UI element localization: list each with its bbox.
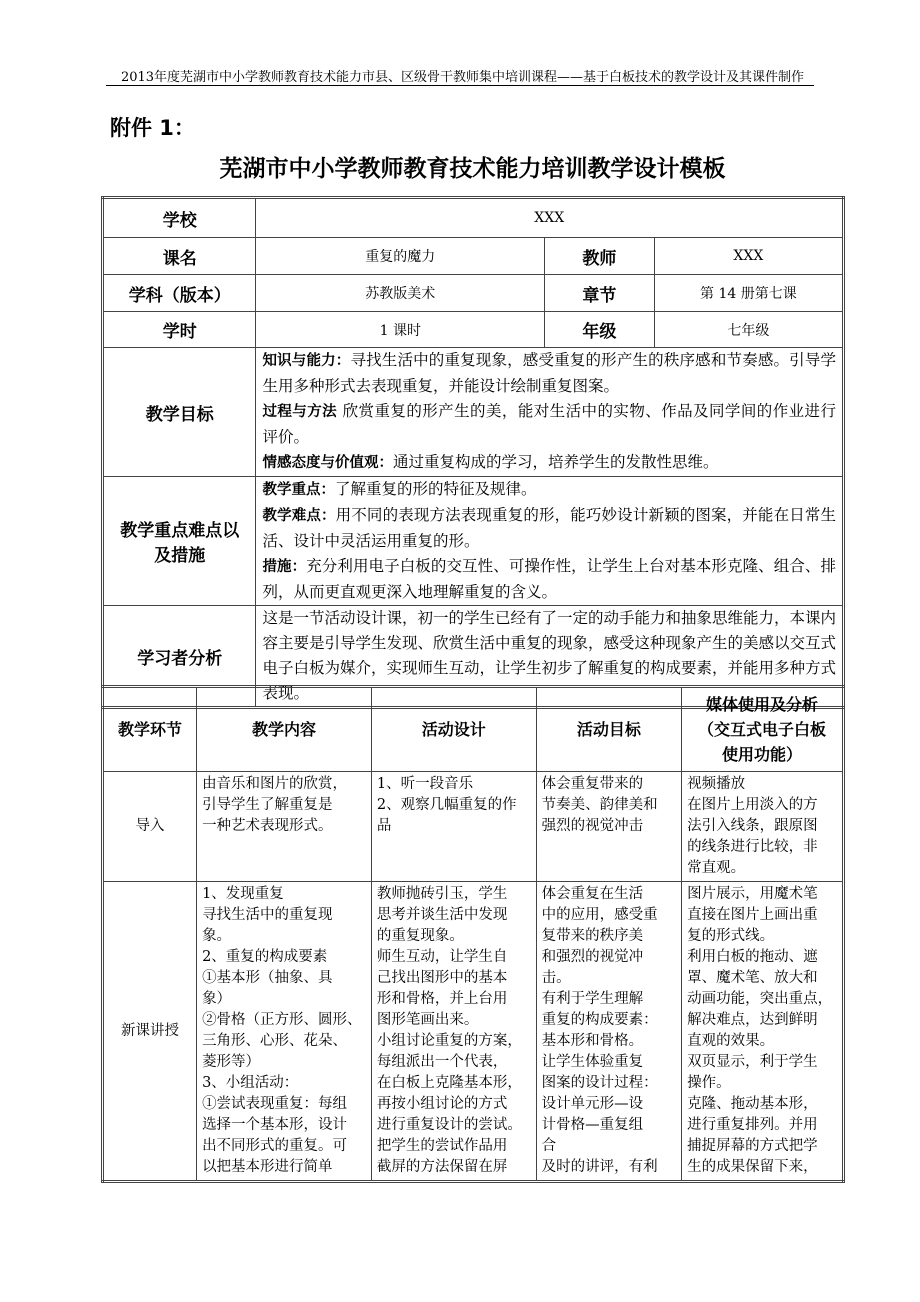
column-header: 活动目标 bbox=[536, 687, 681, 772]
cell-line: 常直观。 bbox=[687, 860, 746, 876]
cell-line: 体会重复带来的 bbox=[541, 776, 644, 792]
lesson-info-table bbox=[101, 196, 845, 709]
cell-line: ②骨格（正方形、圆形、 bbox=[202, 1012, 362, 1028]
cell-line: 操作。 bbox=[687, 1075, 731, 1091]
cell-line: 1、听一段音乐 bbox=[376, 776, 474, 792]
grade-value: 七年级 bbox=[654, 312, 843, 348]
learner-label: 学习者分析 bbox=[103, 606, 256, 708]
cell-line: 出不同形式的重复。可 bbox=[202, 1138, 348, 1154]
cell-line: 中的应用，感受重 bbox=[541, 907, 658, 923]
goal-item-label: 过程与方法 bbox=[262, 404, 343, 420]
cell-line: 节奏美、韵律美和 bbox=[541, 797, 658, 813]
teaching-process-table bbox=[101, 685, 845, 1183]
content-cell bbox=[682, 772, 844, 882]
content-cell bbox=[371, 772, 536, 882]
cell-line: 三角形、心形、花朵、 bbox=[202, 1033, 348, 1049]
cell-line: 品 bbox=[376, 818, 392, 834]
content-cell bbox=[682, 882, 844, 1182]
cell-line: ①基本形（抽象、具 bbox=[202, 970, 333, 986]
key-point-item bbox=[262, 554, 836, 605]
cell-line: 击。 bbox=[541, 970, 571, 986]
cell-line: 在图片上用淡入的方 bbox=[687, 797, 818, 813]
goal-item bbox=[262, 399, 836, 450]
hours-value: 1 课时 bbox=[256, 312, 545, 348]
cell-line: 小组讨论重复的方案， bbox=[376, 1033, 522, 1049]
annex-label: 附件 1： bbox=[110, 116, 195, 140]
grade-label: 年级 bbox=[545, 312, 655, 348]
cell-line: 的线条进行比较，非 bbox=[687, 839, 818, 855]
goal-item bbox=[262, 450, 836, 476]
content-cell bbox=[197, 772, 372, 882]
cell-line: 师生互动，让学生自 bbox=[376, 949, 508, 965]
goal-item-label: 知识与能力： bbox=[262, 353, 351, 369]
learner-analysis: 这是一节活动设计课，初一的学生已经有了一定的动手能力和抽象思维能力，本课内容主要是引导学生发现、欣赏生活中重复的现象，感受这种现象产生的美感以交互式电子白板为媒介，实现师生互动，让学生初步了解重复的构成要素，并能用多种方式表现。 bbox=[256, 606, 844, 708]
column-header: 活动设计 bbox=[371, 687, 536, 772]
column-header: 媒体使用及分析（交互式电子白板使用功能） bbox=[682, 687, 844, 772]
cell-line: 图案的设计过程： bbox=[541, 1075, 658, 1091]
cell-line: 罩、魔术笔、放大和 bbox=[687, 970, 818, 986]
cell-line: 克隆、拖动基本形， bbox=[687, 1096, 818, 1112]
key-point-item-label: 措施： bbox=[262, 559, 307, 575]
cell-line: 捕捉屏幕的方式把学 bbox=[687, 1138, 818, 1154]
cell-line: 体会重复在生活 bbox=[541, 886, 644, 902]
cell-line: 菱形等） bbox=[202, 1054, 261, 1070]
header-divider bbox=[106, 85, 814, 86]
subject-value: 苏教版美术 bbox=[256, 275, 545, 312]
cell-line: 有利于学生理解 bbox=[541, 991, 644, 1007]
table-row bbox=[103, 772, 844, 882]
cell-line: 截屏的方法保留在屏 bbox=[376, 1159, 508, 1175]
cell-line: 一种艺术表现形式。 bbox=[202, 818, 333, 834]
chapter-label: 章节 bbox=[545, 275, 655, 312]
hours-label: 学时 bbox=[103, 312, 256, 348]
content-cell bbox=[197, 882, 372, 1182]
column-header: 教学环节 bbox=[103, 687, 197, 772]
cell-line: 及时的讲评，有利 bbox=[541, 1159, 658, 1175]
cell-line: 和强烈的视觉冲 bbox=[541, 949, 644, 965]
key-point-item-label: 教学重点： bbox=[262, 482, 335, 498]
cell-line: 生的成果保留下来， bbox=[687, 1159, 818, 1175]
subject-label: 学科（版本） bbox=[103, 275, 256, 312]
cell-line: 以把基本形进行简单 bbox=[202, 1159, 333, 1175]
cell-line: 图形笔画出来。 bbox=[376, 1012, 479, 1028]
cell-line: 复的形式线。 bbox=[687, 928, 775, 944]
key-points-cell bbox=[256, 477, 844, 606]
cell-line: 合 bbox=[541, 1138, 557, 1154]
goal-item-text: 欣赏重复的形产生的美，能对生活中的实物、作品及同学间的作业进行评价。 bbox=[262, 402, 836, 446]
cell-line: 在白板上克隆基本形， bbox=[376, 1075, 522, 1091]
cell-line: 进行重复设计的尝试。 bbox=[376, 1117, 522, 1133]
cell-line: 计骨格—重复组 bbox=[541, 1117, 644, 1133]
column-header: 教学内容 bbox=[197, 687, 372, 772]
key-point-item-text: 充分利用电子白板的交互性、可操作性，让学生上台对基本形克隆、组合、排列，从而更直观更深入地理解重复的含义。 bbox=[262, 557, 836, 601]
goal-item-label: 情感态度与价值观： bbox=[262, 455, 393, 471]
goal-item-text: 寻找生活中的重复现象，感受重复的形产生的秩序感和节奏感。引导学生用多种形式去表现重复，并能设计绘制重复图案。 bbox=[262, 351, 836, 395]
cell-line: 复带来的秩序美 bbox=[541, 928, 644, 944]
content-cell bbox=[536, 772, 681, 882]
goal-item-text: 通过重复构成的学习，培养学生的发散性思维。 bbox=[392, 453, 719, 471]
cell-line: 教师抛砖引玉，学生 bbox=[376, 886, 508, 902]
cell-line: 3、小组活动： bbox=[202, 1075, 299, 1091]
key-point-item-label: 教学难点： bbox=[262, 508, 336, 524]
stage-cell: 导入 bbox=[103, 772, 197, 882]
cell-line: 直接在图片上画出重 bbox=[687, 907, 818, 923]
cell-line: 直观的效果。 bbox=[687, 1033, 775, 1049]
cell-line: 形和骨格，并上台用 bbox=[376, 991, 508, 1007]
cell-line: 让学生体验重复 bbox=[541, 1054, 644, 1070]
stage-cell: 新课讲授 bbox=[103, 882, 197, 1182]
cell-line: ①尝试表现重复：每组 bbox=[202, 1096, 348, 1112]
content-cell bbox=[371, 882, 536, 1182]
key-point-item-text: 用不同的表现方法表现重复的形，能巧妙设计新颖的图案，并能在日常生活、设计中灵活运用重复的形。 bbox=[262, 506, 836, 550]
goal-item bbox=[262, 348, 836, 399]
cell-line: 的重复现象。 bbox=[376, 928, 464, 944]
cell-line: 引导学生了解重复是 bbox=[202, 797, 333, 813]
school-label: 学校 bbox=[103, 198, 256, 238]
goals-cell bbox=[256, 348, 844, 477]
course-label: 课名 bbox=[103, 238, 256, 275]
cell-line: 双页显示，利于学生 bbox=[687, 1054, 818, 1070]
cell-line: 己找出图形中的基本 bbox=[376, 970, 508, 986]
cell-line: 动画功能，突出重点， bbox=[687, 991, 833, 1007]
cell-line: 重复的构成要素： bbox=[541, 1012, 658, 1028]
cell-line: 象。 bbox=[202, 928, 232, 944]
cell-line: 利用白板的拖动、遮 bbox=[687, 949, 818, 965]
key-point-item bbox=[262, 503, 836, 554]
cell-line: 每组派出一个代表， bbox=[376, 1054, 508, 1070]
course-value: 重复的魔力 bbox=[256, 238, 545, 275]
cell-line: 再按小组讨论的方式 bbox=[376, 1096, 508, 1112]
table-row bbox=[103, 882, 844, 1182]
teacher-label: 教师 bbox=[545, 238, 655, 275]
cell-line: 选择一个基本形，设计 bbox=[202, 1117, 348, 1133]
running-header: 2013年度芜湖市中小学教师教育技术能力市县、区级骨干教师集中培训课程——基于白板技术的教学设计及其课件制作 bbox=[120, 70, 805, 85]
cell-line: 设计单元形—设 bbox=[541, 1096, 644, 1112]
key-points-label: 教学重点难点以及措施 bbox=[103, 477, 256, 606]
cell-line: 进行重复排列。并用 bbox=[687, 1117, 818, 1133]
cell-line: 解决难点，达到鲜明 bbox=[687, 1012, 818, 1028]
teacher-value: XXX bbox=[654, 238, 843, 275]
cell-line: 由音乐和图片的欣赏， bbox=[202, 776, 348, 792]
cell-line: 图片展示，用魔术笔 bbox=[687, 886, 818, 902]
cell-line: 象） bbox=[202, 991, 232, 1007]
cell-line: 法引入线条，跟原图 bbox=[687, 818, 818, 834]
cell-line: 2、观察几幅重复的作 bbox=[376, 797, 517, 813]
goals-label: 教学目标 bbox=[103, 348, 256, 477]
cell-line: 寻找生活中的重复现 bbox=[202, 907, 333, 923]
cell-line: 把学生的尝试作品用 bbox=[376, 1138, 508, 1154]
key-point-item bbox=[262, 477, 836, 503]
content-cell bbox=[536, 882, 681, 1182]
cell-line: 2、重复的构成要素 bbox=[202, 949, 328, 965]
cell-line: 视频播放 bbox=[687, 776, 746, 792]
cell-line: 1、发现重复 bbox=[202, 886, 284, 902]
key-point-item-text: 了解重复的形的特征及规律。 bbox=[334, 480, 537, 498]
chapter-value: 第 14 册第七课 bbox=[654, 275, 843, 312]
document-title: 芜湖市中小学教师教育技术能力培训教学设计模板 bbox=[219, 156, 726, 182]
cell-line: 强烈的视觉冲击 bbox=[541, 818, 644, 834]
school-value: XXX bbox=[256, 198, 844, 238]
cell-line: 思考并谈生活中发现 bbox=[376, 907, 508, 923]
cell-line: 基本形和骨格。 bbox=[541, 1033, 644, 1049]
